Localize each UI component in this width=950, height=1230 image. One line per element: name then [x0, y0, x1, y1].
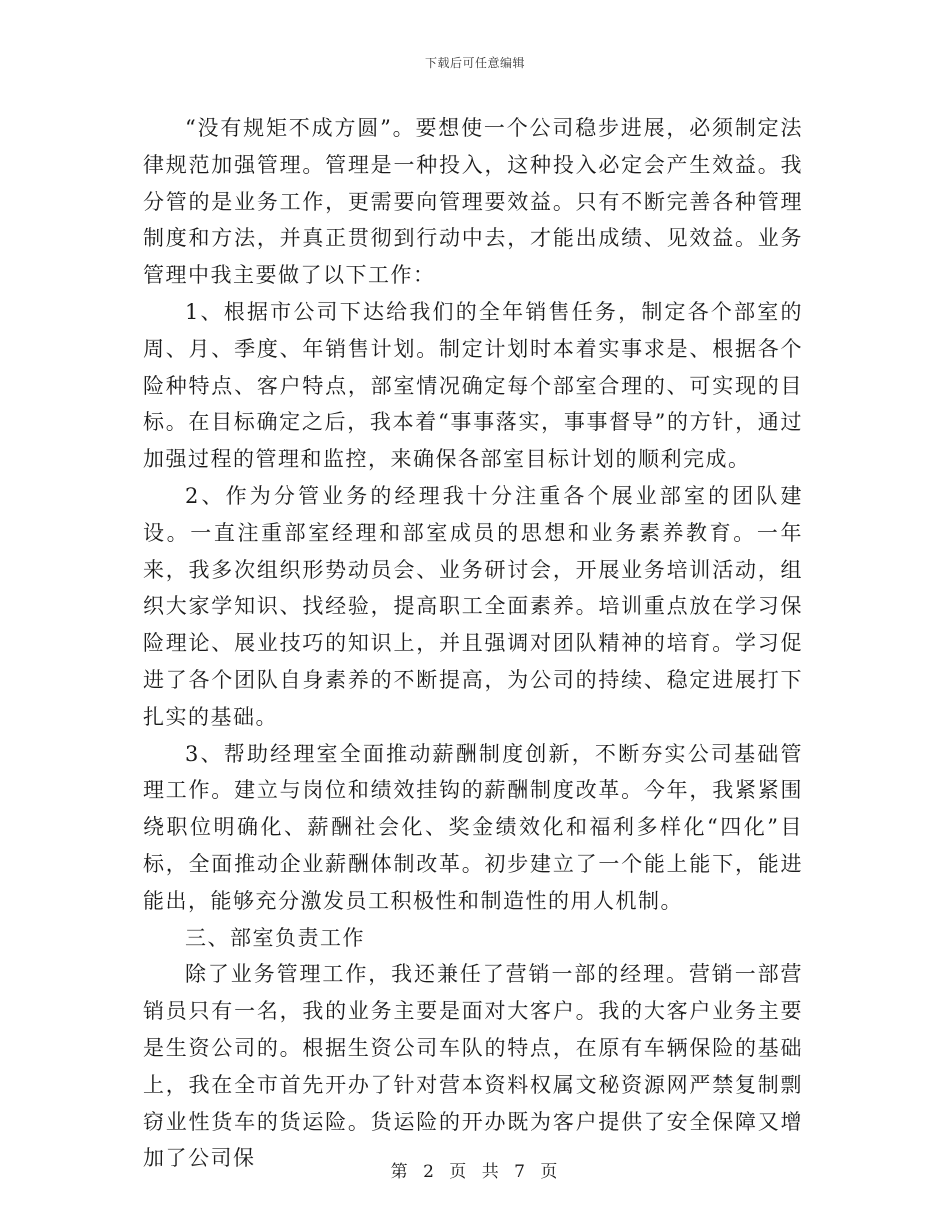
paragraph-item-1: 1、根据市公司下达给我们的全年销售任务，制定各个部室的周、月、季度、年销售计划。制定计划时本着实事求是、根据各个险种特点、客户特点，部室情况确定每个部室合理的、可实现的目标。在目标确定之后，我本着“事事落实，事事督导”的方针，通过加强过程的管理和监控，来确保各部室目标计划的顺利完成。 — [143, 299, 803, 472]
body-text — [143, 110, 803, 1177]
page-number-total-label: 共 — [481, 1162, 501, 1182]
header-note: 下载后可任意编辑 — [424, 56, 525, 70]
section-heading: 三、部室负责工作 — [185, 925, 365, 950]
paragraph-item-3: 3、帮助经理室全面推动薪酬制度创新，不断夯实公司基础管理工作。建立与岗位和绩效挂钩的薪酬制度改革。今年，我紧紧围绕职位明确化、薪酬社会化、奖金绩效化和福利多样化“四化”目标，全面推动企业薪酬体制改革。初步建立了一个能上能下，能进能出，能够充分激发员工积极性和制造性的用人机制。 — [143, 741, 803, 913]
page-number-total: 7 — [514, 1162, 527, 1182]
page-number-current: 2 — [423, 1162, 436, 1182]
paragraph-department: 除了业务管理工作，我还兼任了营销一部的经理。营销一部营销员只有一名，我的业务主要是面对大客户。我的大客户业务主要是生资公司的。根据生资公司车队的特点，在原有车辆保险的基础上，我在全市首先开办了针对营本资料权属文秘资源网严禁复制剽窃业性货车的货运险。货运险的开办既为客户提供了安全保障又增加了公司保 — [143, 962, 803, 1171]
page-number-label: 页 — [449, 1162, 469, 1182]
page-number — [0, 1157, 950, 1182]
paragraph-intro: “没有规矩不成方圆”。要想使一个公司稳步进展，必须制定法律规范加强管理。管理是一种投入，这种投入必定会产生效益。我分管的是业务工作，更需要向管理要效益。只有不断完善各种管理制度和方法，并真正贯彻到行动中去，才能出成绩、见效益。业务管理中我主要做了以下工作： — [143, 116, 803, 288]
page-number-prefix: 第 — [390, 1162, 410, 1182]
paragraph-item-2: 2、作为分管业务的经理我十分注重各个展业部室的团队建设。一直注重部室经理和部室成员的思想和业务素养教育。一年来，我多次组织形势动员会、业务研讨会，开展业务培训活动，组织大家学知识、找经验，提高职工全面素养。培训重点放在学习保险理论、展业技巧的知识上，并且强调对团队精神的培育。学习促进了各个团队自身素养的不断提高，为公司的持续、稳定进展打下扎实的基础。 — [143, 483, 803, 729]
page-number-suffix: 页 — [540, 1162, 560, 1182]
